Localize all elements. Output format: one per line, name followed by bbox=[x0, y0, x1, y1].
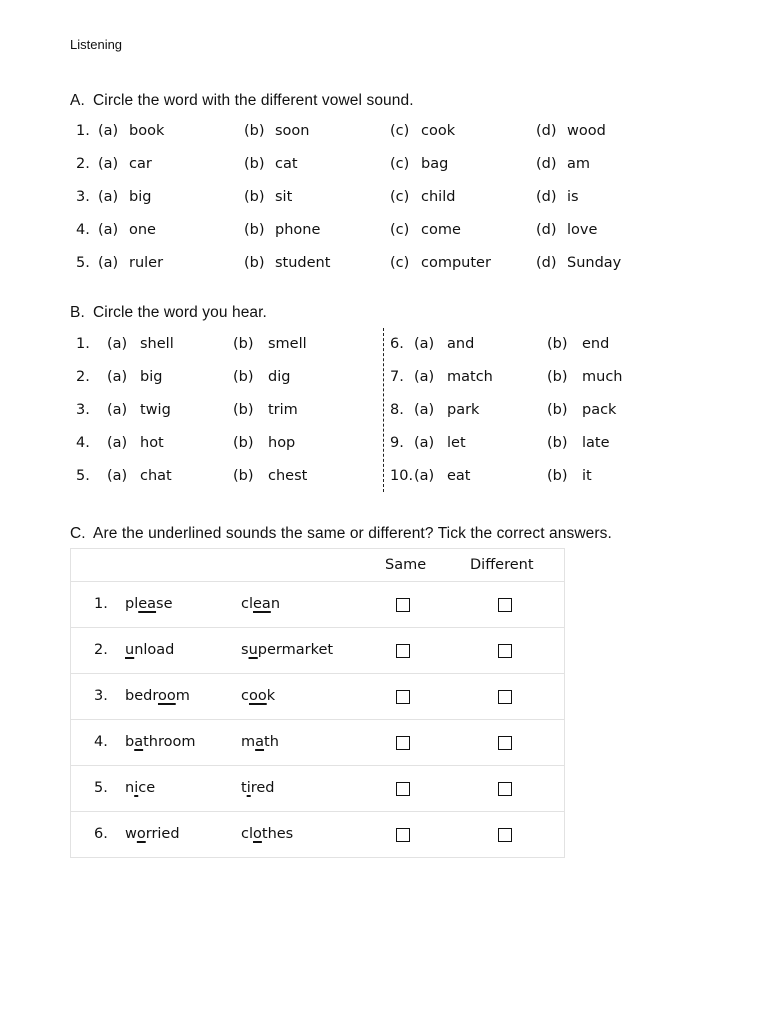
option-word[interactable]: child bbox=[421, 189, 456, 205]
item-number: 6. bbox=[390, 336, 404, 352]
row-number: 6. bbox=[94, 826, 108, 842]
option-word[interactable]: ruler bbox=[129, 255, 164, 271]
same-checkbox[interactable] bbox=[396, 736, 410, 750]
different-checkbox[interactable] bbox=[498, 598, 512, 612]
option-word[interactable]: student bbox=[275, 255, 331, 271]
word-end: throom bbox=[143, 734, 196, 750]
item-number: 1. bbox=[76, 123, 90, 139]
option-letter: (b) bbox=[233, 468, 254, 484]
section-b-instruction: Circle the word you hear. bbox=[93, 304, 267, 321]
second-word bbox=[241, 734, 279, 750]
option-letter: (d) bbox=[536, 156, 557, 172]
table-row bbox=[71, 628, 564, 674]
option-letter: (a) bbox=[107, 369, 128, 385]
same-checkbox[interactable] bbox=[396, 598, 410, 612]
table-row bbox=[71, 674, 564, 720]
page-label: Listening bbox=[70, 37, 123, 52]
option-word[interactable]: is bbox=[567, 189, 579, 205]
option-letter: (b) bbox=[244, 222, 265, 238]
option-letter: (c) bbox=[390, 156, 410, 172]
underlined-sound: u bbox=[248, 642, 258, 658]
option-letter: (a) bbox=[98, 123, 119, 139]
word-end: thes bbox=[261, 826, 294, 842]
option-word[interactable]: big bbox=[140, 369, 163, 385]
option-word[interactable]: let bbox=[447, 435, 466, 451]
first-word bbox=[125, 826, 180, 842]
option-word[interactable]: it bbox=[582, 468, 592, 484]
first-word bbox=[125, 734, 196, 750]
option-word[interactable]: computer bbox=[421, 255, 491, 271]
section-c-letter: C. bbox=[70, 525, 86, 542]
underlined-sound: oo bbox=[248, 688, 267, 704]
underlined-sound: a bbox=[255, 734, 265, 750]
option-letter: (c) bbox=[390, 189, 410, 205]
option-word[interactable]: sit bbox=[275, 189, 293, 205]
word-start: t bbox=[241, 780, 247, 796]
second-word bbox=[241, 688, 275, 704]
different-checkbox[interactable] bbox=[498, 782, 512, 796]
second-word bbox=[241, 780, 275, 796]
row-number: 3. bbox=[94, 688, 108, 704]
underlined-sound: o bbox=[253, 826, 262, 842]
option-word[interactable]: car bbox=[129, 156, 152, 172]
item-number: 10. bbox=[390, 468, 414, 484]
same-checkbox[interactable] bbox=[396, 644, 410, 658]
option-word[interactable]: much bbox=[582, 369, 623, 385]
row-number: 1. bbox=[94, 596, 108, 612]
option-letter: (a) bbox=[107, 336, 128, 352]
word-end: ce bbox=[138, 780, 156, 796]
word-start: cl bbox=[241, 596, 254, 612]
option-word[interactable]: hop bbox=[268, 435, 296, 451]
underlined-sound: a bbox=[134, 734, 144, 750]
option-word[interactable]: park bbox=[447, 402, 480, 418]
word-start: c bbox=[241, 688, 249, 704]
table-body bbox=[71, 582, 564, 857]
underlined-sound: u bbox=[125, 642, 135, 658]
option-word[interactable]: am bbox=[567, 156, 591, 172]
underlined-sound: ea bbox=[138, 596, 157, 612]
word-end: se bbox=[156, 596, 173, 612]
underlined-sound: i bbox=[134, 780, 139, 796]
option-letter: (b) bbox=[547, 336, 568, 352]
section-c-title bbox=[70, 525, 612, 543]
option-word[interactable]: match bbox=[447, 369, 493, 385]
option-letter: (d) bbox=[536, 123, 557, 139]
item-number: 5. bbox=[76, 255, 90, 271]
first-word bbox=[125, 688, 190, 704]
option-letter: (a) bbox=[98, 189, 119, 205]
table-row bbox=[71, 766, 564, 812]
column-divider bbox=[383, 328, 384, 492]
col-same-header: Same bbox=[385, 557, 427, 573]
word-start: cl bbox=[241, 826, 254, 842]
sounds-table bbox=[70, 548, 565, 858]
table-row bbox=[71, 720, 564, 766]
option-word[interactable]: hot bbox=[140, 435, 164, 451]
option-letter: (b) bbox=[547, 435, 568, 451]
option-letter: (b) bbox=[233, 369, 254, 385]
option-word[interactable]: eat bbox=[447, 468, 471, 484]
option-word[interactable]: pack bbox=[582, 402, 617, 418]
different-checkbox[interactable] bbox=[498, 690, 512, 704]
row-number: 4. bbox=[94, 734, 108, 750]
word-end: m bbox=[175, 688, 190, 704]
second-word bbox=[241, 826, 293, 842]
option-letter: (a) bbox=[107, 468, 128, 484]
option-word[interactable]: phone bbox=[275, 222, 321, 238]
table-header bbox=[71, 549, 564, 582]
option-letter: (b) bbox=[244, 189, 265, 205]
item-number: 2. bbox=[76, 156, 90, 172]
option-word[interactable]: bag bbox=[421, 156, 449, 172]
row-number: 5. bbox=[94, 780, 108, 796]
option-word[interactable]: twig bbox=[140, 402, 171, 418]
word-start: pl bbox=[125, 596, 139, 612]
table-row bbox=[71, 582, 564, 628]
same-checkbox[interactable] bbox=[396, 828, 410, 842]
underlined-sound: i bbox=[246, 780, 251, 796]
item-number: 4. bbox=[76, 222, 90, 238]
option-word[interactable]: love bbox=[567, 222, 598, 238]
section-c-instruction: Are the underlined sounds the same or different? Tick the correct answers. bbox=[93, 525, 612, 542]
option-letter: (a) bbox=[414, 468, 435, 484]
option-letter: (b) bbox=[547, 369, 568, 385]
option-letter: (a) bbox=[98, 156, 119, 172]
item-number: 2. bbox=[76, 369, 90, 385]
option-word[interactable]: Sunday bbox=[567, 255, 622, 271]
item-number: 3. bbox=[76, 402, 90, 418]
row-number: 2. bbox=[94, 642, 108, 658]
option-word[interactable]: cook bbox=[421, 123, 456, 139]
first-word bbox=[125, 780, 155, 796]
option-letter: (c) bbox=[390, 123, 410, 139]
item-number: 5. bbox=[76, 468, 90, 484]
table-row bbox=[71, 812, 564, 857]
section-b-title bbox=[70, 304, 267, 322]
option-letter: (b) bbox=[244, 255, 265, 271]
section-a-letter: A. bbox=[70, 92, 85, 109]
option-word[interactable]: chest bbox=[268, 468, 308, 484]
underlined-sound: o bbox=[136, 826, 146, 842]
option-letter: (a) bbox=[414, 336, 435, 352]
item-number: 1. bbox=[76, 336, 90, 352]
word-end: red bbox=[250, 780, 275, 796]
option-letter: (b) bbox=[547, 402, 568, 418]
option-word[interactable]: dig bbox=[268, 369, 291, 385]
same-checkbox[interactable] bbox=[396, 782, 410, 796]
word-end: permarket bbox=[257, 642, 334, 658]
option-letter: (b) bbox=[233, 402, 254, 418]
item-number: 8. bbox=[390, 402, 404, 418]
option-word[interactable]: and bbox=[447, 336, 475, 352]
first-word bbox=[125, 596, 173, 612]
different-checkbox[interactable] bbox=[498, 644, 512, 658]
option-word[interactable]: smell bbox=[268, 336, 307, 352]
option-letter: (a) bbox=[107, 435, 128, 451]
second-word bbox=[241, 642, 333, 658]
option-letter: (c) bbox=[390, 222, 410, 238]
section-a-title bbox=[70, 92, 414, 110]
underlined-sound: ea bbox=[253, 596, 271, 612]
same-checkbox[interactable] bbox=[396, 690, 410, 704]
section-b-letter: B. bbox=[70, 304, 85, 321]
different-checkbox[interactable] bbox=[498, 828, 512, 842]
option-letter: (b) bbox=[244, 156, 265, 172]
word-end: n bbox=[270, 596, 281, 612]
option-letter: (b) bbox=[233, 435, 254, 451]
option-letter: (a) bbox=[98, 222, 119, 238]
word-start: w bbox=[125, 826, 137, 842]
option-word[interactable]: soon bbox=[275, 123, 310, 139]
word-end: rried bbox=[145, 826, 180, 842]
option-letter: (a) bbox=[414, 402, 435, 418]
option-word[interactable]: one bbox=[129, 222, 156, 238]
word-start: s bbox=[241, 642, 249, 658]
word-end: k bbox=[266, 688, 276, 704]
item-number: 9. bbox=[390, 435, 404, 451]
word-start: m bbox=[241, 734, 256, 750]
option-letter: (b) bbox=[547, 468, 568, 484]
word-end: nload bbox=[134, 642, 175, 658]
underlined-sound: oo bbox=[157, 688, 176, 704]
option-word[interactable]: chat bbox=[140, 468, 172, 484]
option-letter: (a) bbox=[98, 255, 119, 271]
option-letter: (a) bbox=[414, 369, 435, 385]
option-word[interactable]: shell bbox=[140, 336, 174, 352]
second-word bbox=[241, 596, 280, 612]
word-start: n bbox=[125, 780, 135, 796]
option-letter: (c) bbox=[390, 255, 410, 271]
col-different-header: Different bbox=[470, 557, 534, 573]
different-checkbox[interactable] bbox=[498, 736, 512, 750]
option-letter: (a) bbox=[414, 435, 435, 451]
option-word[interactable]: come bbox=[421, 222, 461, 238]
option-letter: (a) bbox=[107, 402, 128, 418]
option-letter: (b) bbox=[233, 336, 254, 352]
item-number: 4. bbox=[76, 435, 90, 451]
item-number: 3. bbox=[76, 189, 90, 205]
option-word[interactable]: wood bbox=[567, 123, 606, 139]
word-start: bedr bbox=[125, 688, 158, 704]
option-word[interactable]: big bbox=[129, 189, 152, 205]
section-a-instruction: Circle the word with the different vowel sound. bbox=[93, 92, 414, 109]
first-word bbox=[125, 642, 174, 658]
option-word[interactable]: trim bbox=[268, 402, 298, 418]
option-word[interactable]: book bbox=[129, 123, 165, 139]
option-letter: (d) bbox=[536, 255, 557, 271]
option-letter: (b) bbox=[244, 123, 265, 139]
option-letter: (d) bbox=[536, 189, 557, 205]
option-word[interactable]: late bbox=[582, 435, 610, 451]
option-letter: (d) bbox=[536, 222, 557, 238]
option-word[interactable]: cat bbox=[275, 156, 298, 172]
word-start: b bbox=[125, 734, 135, 750]
option-word[interactable]: end bbox=[582, 336, 610, 352]
word-end: th bbox=[264, 734, 279, 750]
item-number: 7. bbox=[390, 369, 404, 385]
